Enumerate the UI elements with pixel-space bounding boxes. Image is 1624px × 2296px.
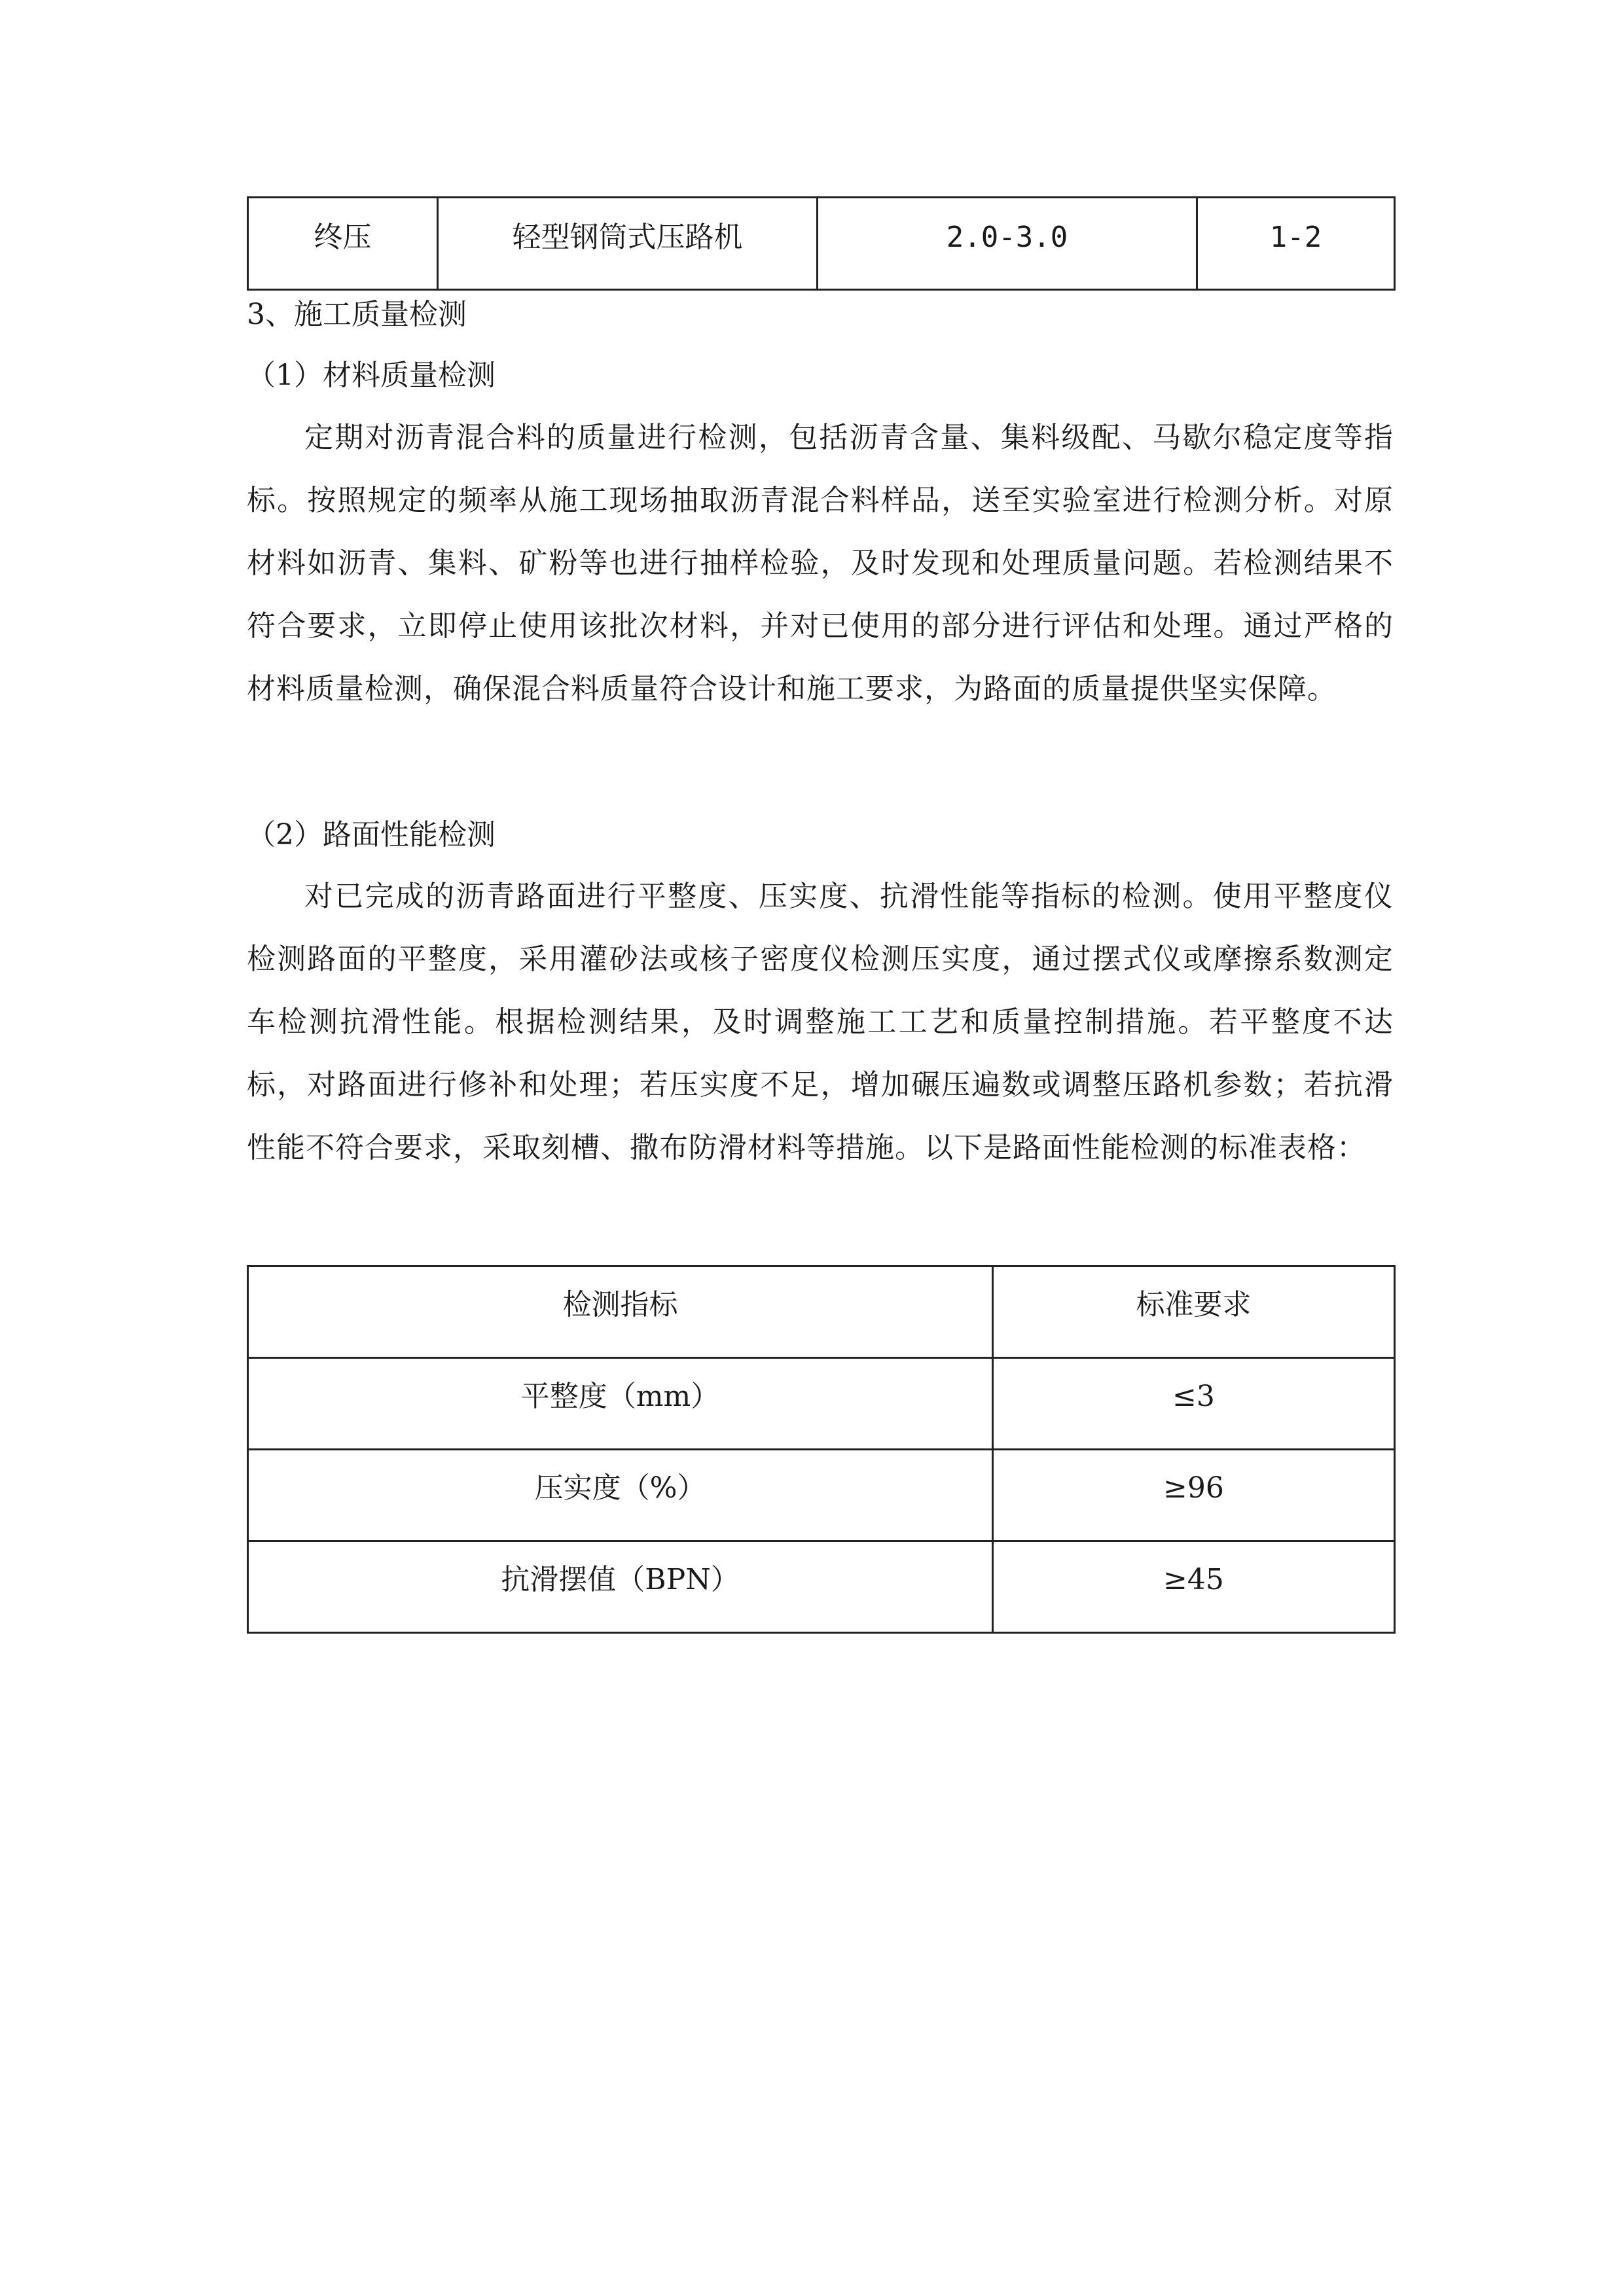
table-header-row <box>248 1266 1395 1358</box>
subsection-1-heading: （1）材料质量检测 <box>247 359 496 392</box>
speed-cell: 2.0-3.0 <box>818 198 1197 290</box>
requirement-cell: ≥45 <box>993 1541 1395 1633</box>
table-row <box>248 1450 1395 1541</box>
subsection-2-paragraph: 对已完成的沥青路面进行平整度、压实度、抗滑性能等指标的检测。使用平整度仪检测路面的平整度，采用灌砂法或核子密度仪检测压实度，通过摆式仪或摩擦系数测定车检测抗滑性能。根据检测结果，及时调整施工工艺和质量控制措施。若平整度不达标，对路面进行修补和处理；若压实度不足，增加碾压遍数或调整压路机参数；若抗滑性能不符合要求，采取刻槽、撒布防滑材料等措施。以下是路面性能检测的标准表格： <box>247 880 1394 1164</box>
indicator-cell: 抗滑摆值（BPN） <box>248 1541 993 1633</box>
section-heading: 3、施工质量检测 <box>247 298 467 331</box>
indicator-cell: 压实度（%） <box>248 1450 993 1541</box>
machine-cell: 轻型钢筒式压路机 <box>438 198 818 290</box>
header-requirement: 标准要求 <box>993 1266 1395 1358</box>
table-row <box>248 1358 1395 1450</box>
table-row <box>248 1541 1395 1633</box>
requirement-cell: ≥96 <box>993 1450 1395 1541</box>
subsection-2-heading: （2）路面性能检测 <box>247 818 496 852</box>
passes-cell: 1-2 <box>1197 198 1395 290</box>
table-row <box>248 198 1395 290</box>
stage-cell: 终压 <box>248 198 438 290</box>
indicator-cell: 平整度（mm） <box>248 1358 993 1450</box>
roller-table <box>247 196 1396 291</box>
header-indicator: 检测指标 <box>248 1266 993 1358</box>
standard-table <box>247 1265 1396 1634</box>
requirement-cell: ≤3 <box>993 1358 1395 1450</box>
subsection-1-paragraph: 定期对沥青混合料的质量进行检测，包括沥青含量、集料级配、马歇尔稳定度等指标。按照规定的频率从施工现场抽取沥青混合料样品，送至实验室进行检测分析。对原材料如沥青、集料、矿粉等也进行抽样检验，及时发现和处理质量问题。若检测结果不符合要求，立即停止使用该批次材料，并对已使用的部分进行评估和处理。通过严格的材料质量检测，确保混合料质量符合设计和施工要求，为路面的质量提供坚实保障。 <box>247 421 1394 706</box>
